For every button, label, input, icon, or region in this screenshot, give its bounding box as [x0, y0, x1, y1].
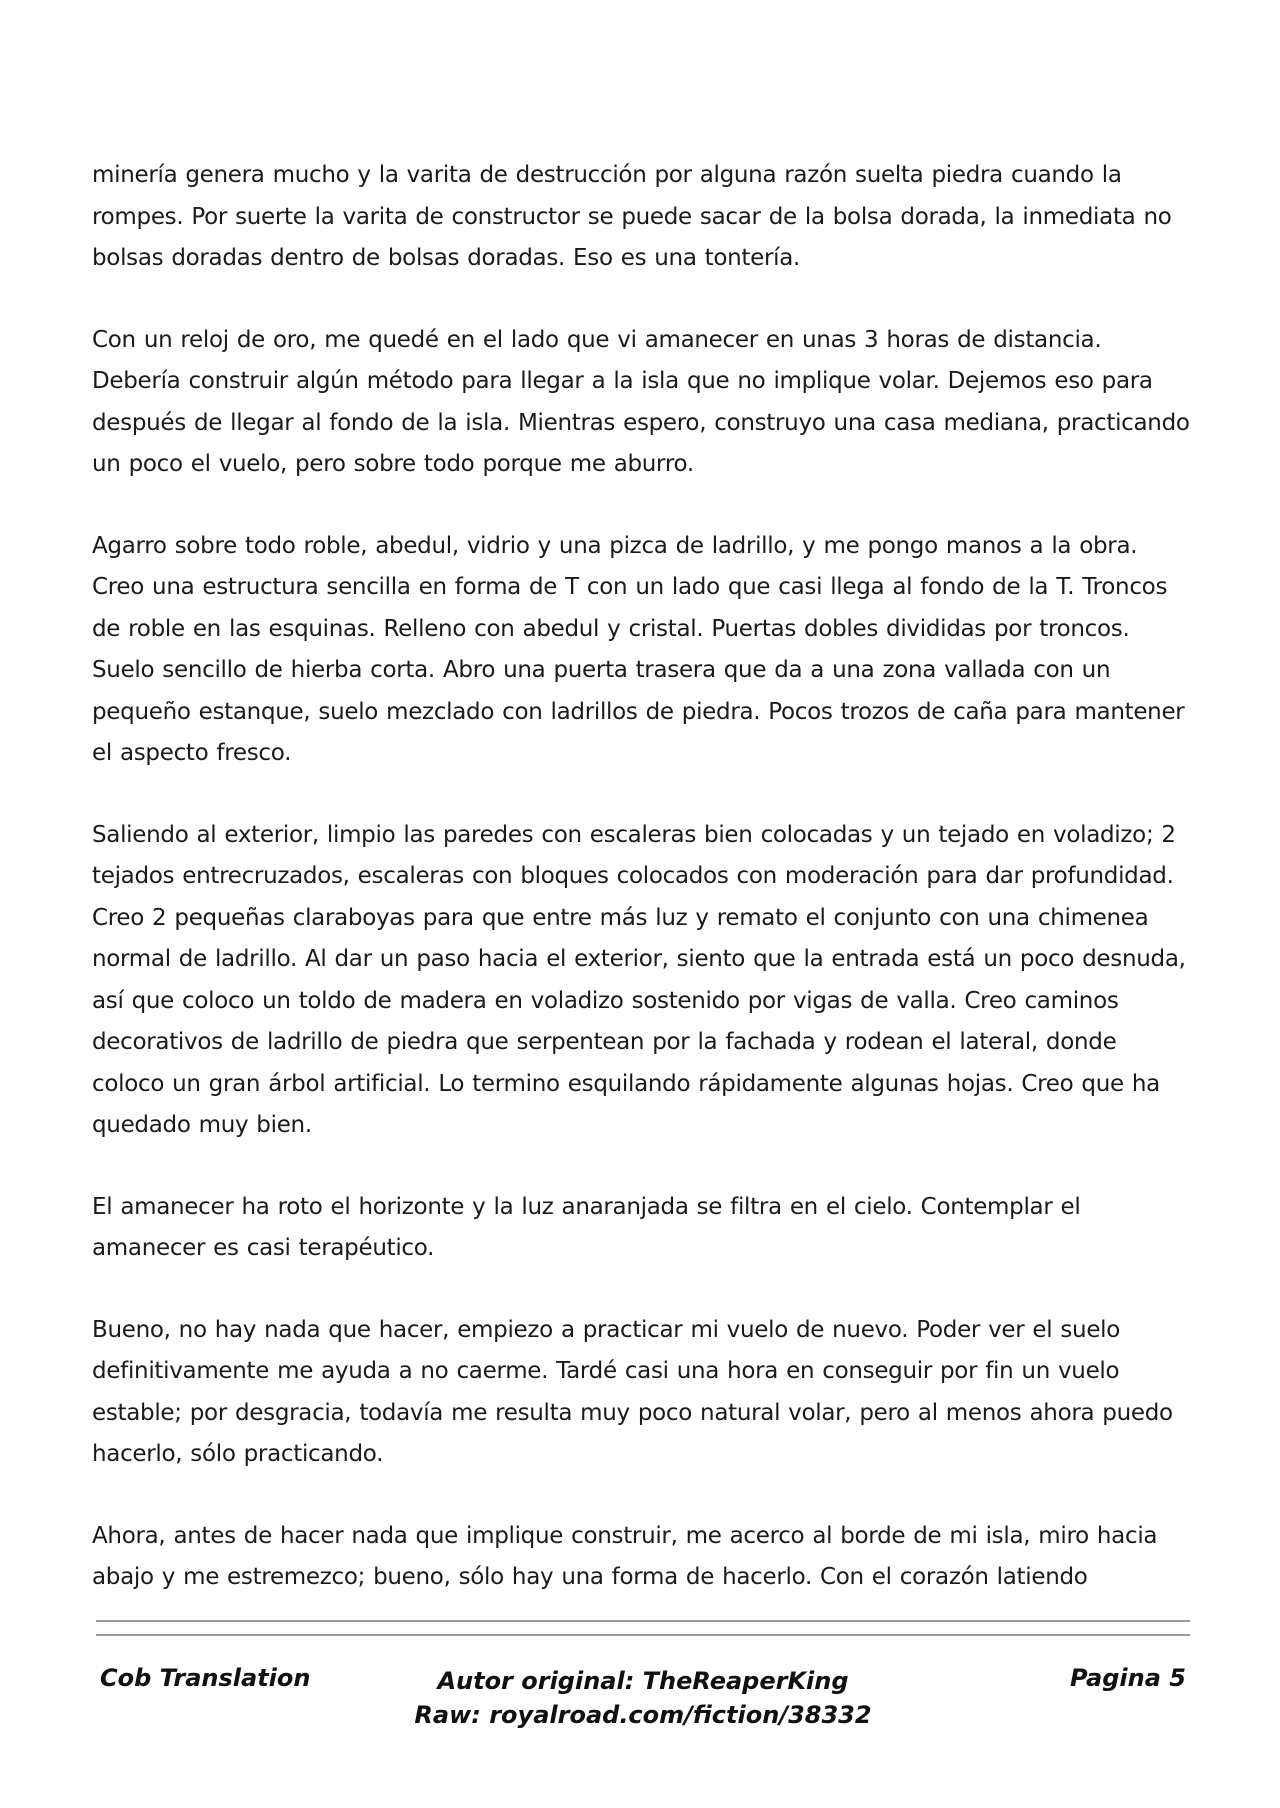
- paragraph: Agarro sobre todo roble, abedul, vidrio y una pizca de ladrillo, y me pongo manos a la obra. Creo una estructura sencilla en forma de T con un lado que casi llega al fondo de la T. Troncos de roble en las esquinas. Relleno con abedul y cristal. Puertas dobles divididas por troncos. Suelo sencillo de hierba corta. Abro una puerta trasera que da a una zona vallada con un pequeño estanque, suelo mezclado con ladrillos de piedra. Pocos trozos de caña para mantener el aspecto fresco.: [92, 532, 1185, 766]
- footer-original-author: Autor original: TheReaperKing: [437, 1667, 849, 1695]
- footer-translator: Cob Translation: [100, 1664, 311, 1692]
- paragraph: Ahora, antes de hacer nada que implique construir, me acerco al borde de mi isla, miro hacia abajo y me estremezco; bueno, sólo hay una forma de hacerlo. Con el corazón latiendo: [92, 1522, 1158, 1590]
- footer-credits: [96, 1664, 1190, 1732]
- footer-divider-bottom: [96, 1634, 1190, 1636]
- footer-divider-top: [96, 1620, 1190, 1622]
- paragraph: Con un reloj de oro, me quedé en el lado que vi amanecer en unas 3 horas de distancia. Debería construir algún método para llegar a la isla que no implique volar. Dejemos eso para después de llegar al fondo de la isla. Mientras espero, construyo una casa mediana, practicando un poco el vuelo, pero sobre todo porque me aburro.: [92, 326, 1190, 477]
- paragraph: Bueno, no hay nada que hacer, empiezo a practicar mi vuelo de nuevo. Poder ver el suelo definitivamente me ayuda a no caerme. Tardé casi una hora en conseguir por fin un vuelo estable; por desgracia, todavía me resulta muy poco natural volar, pero al menos ahora puedo hacerlo, sólo practicando.: [92, 1316, 1173, 1467]
- page-body: [92, 155, 1192, 1639]
- paragraph: Saliendo al exterior, limpio las paredes con escaleras bien colocadas y un tejado en voladizo; 2 tejados entrecruzados, escaleras con bloques colocados con moderación para dar profundidad. Creo 2 pequeñas claraboyas para que entre más luz y remato el conjunto con una chimenea normal de ladrillo. Al dar un paso hacia el exterior, siento que la entrada está un poco desnuda, así que coloco un toldo de madera en voladizo sostenido por vigas de valla. Creo caminos decorativos de ladrillo de piedra que serpentean por la fachada y rodean el lateral, donde coloco un gran árbol artificial. Lo termino esquilando rápidamente algunas hojas. Creo que ha quedado muy bien.: [92, 821, 1186, 1138]
- page-footer: [96, 1664, 1190, 1744]
- footer-page-number: Pagina 5: [1070, 1664, 1186, 1692]
- footer-raw-source: Raw: royalroad.com/fiction/38332: [414, 1701, 872, 1729]
- paragraph: El amanecer ha roto el horizonte y la luz anaranjada se filtra en el cielo. Contemplar el amanecer es casi terapéutico.: [92, 1193, 1081, 1261]
- paragraph: minería genera mucho y la varita de destrucción por alguna razón suelta piedra cuando la rompes. Por suerte la varita de constructor se puede sacar de la bolsa dorada, la inmediata no bolsas doradas dentro de bolsas doradas. Eso es una tontería.: [92, 162, 1172, 271]
